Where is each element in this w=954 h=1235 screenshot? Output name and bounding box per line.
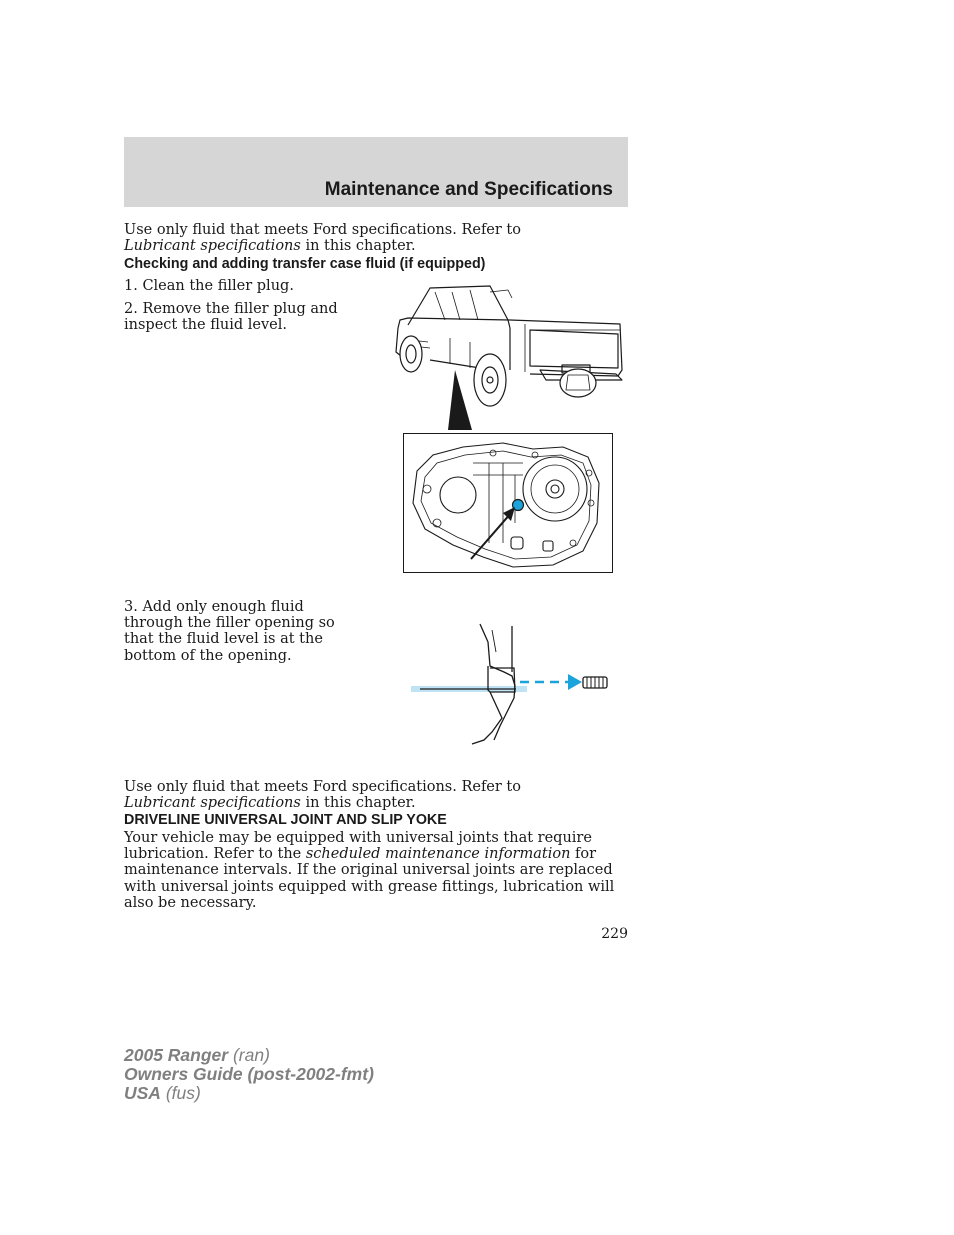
scheduled-maintenance-reference: scheduled maintenance information xyxy=(305,846,571,863)
filler-opening-illustration xyxy=(408,622,613,747)
section-title: Maintenance and Specifications xyxy=(324,179,613,200)
intro2-text-end: in this chapter. xyxy=(300,795,416,812)
footer-model: 2005 Ranger xyxy=(124,1045,229,1065)
pickup-truck-illustration xyxy=(390,280,630,440)
transfer-case-illustration xyxy=(403,433,613,573)
footer-guide: Owners Guide (post-2002-fmt) xyxy=(124,1064,374,1084)
lubricant-spec-reference-2: Lubricant specifications xyxy=(124,795,301,812)
section-header-band xyxy=(124,137,628,207)
footer-line-2 xyxy=(124,1065,374,1084)
intro-text: Use only fluid that meets Ford specifications. Refer to xyxy=(124,222,521,238)
footer-line-1 xyxy=(124,1046,374,1065)
intro2-text: Use only fluid that meets Ford specifications. Refer to xyxy=(124,779,521,795)
driveline-paragraph xyxy=(124,830,616,911)
step-1: 1. Clean the filler plug. xyxy=(124,278,294,294)
lubricant-spec-reference: Lubricant specifications xyxy=(124,238,301,255)
step-2: 2. Remove the filler plug and inspect the fluid level. xyxy=(124,301,338,334)
intro-text-end: in this chapter. xyxy=(300,238,416,255)
footer-market-code: (fus) xyxy=(160,1083,201,1103)
footer-line-3 xyxy=(124,1084,374,1103)
page-number: 229 xyxy=(601,926,628,942)
intro-paragraph-2 xyxy=(124,779,594,811)
document-footer xyxy=(124,1046,374,1103)
driveline-text: Your vehicle may be equipped with universal joints that require lubrication. Refer to the xyxy=(124,830,592,863)
footer-model-code: (ran) xyxy=(228,1045,270,1065)
step-3: 3. Add only enough fluid through the filler opening so that the fluid level is at the bottom of the opening. xyxy=(124,599,335,664)
driveline-text-end: for maintenance intervals. If the original universal joints are replaced with universal joints equipped with grease fittings, lubrication will also be necessary. xyxy=(124,846,615,911)
driveline-heading: DRIVELINE UNIVERSAL JOINT AND SLIP YOKE xyxy=(124,812,447,828)
footer-market: USA xyxy=(124,1083,161,1103)
intro-paragraph xyxy=(124,222,594,254)
transfer-case-heading: Checking and adding transfer case fluid (if equipped) xyxy=(124,256,486,272)
